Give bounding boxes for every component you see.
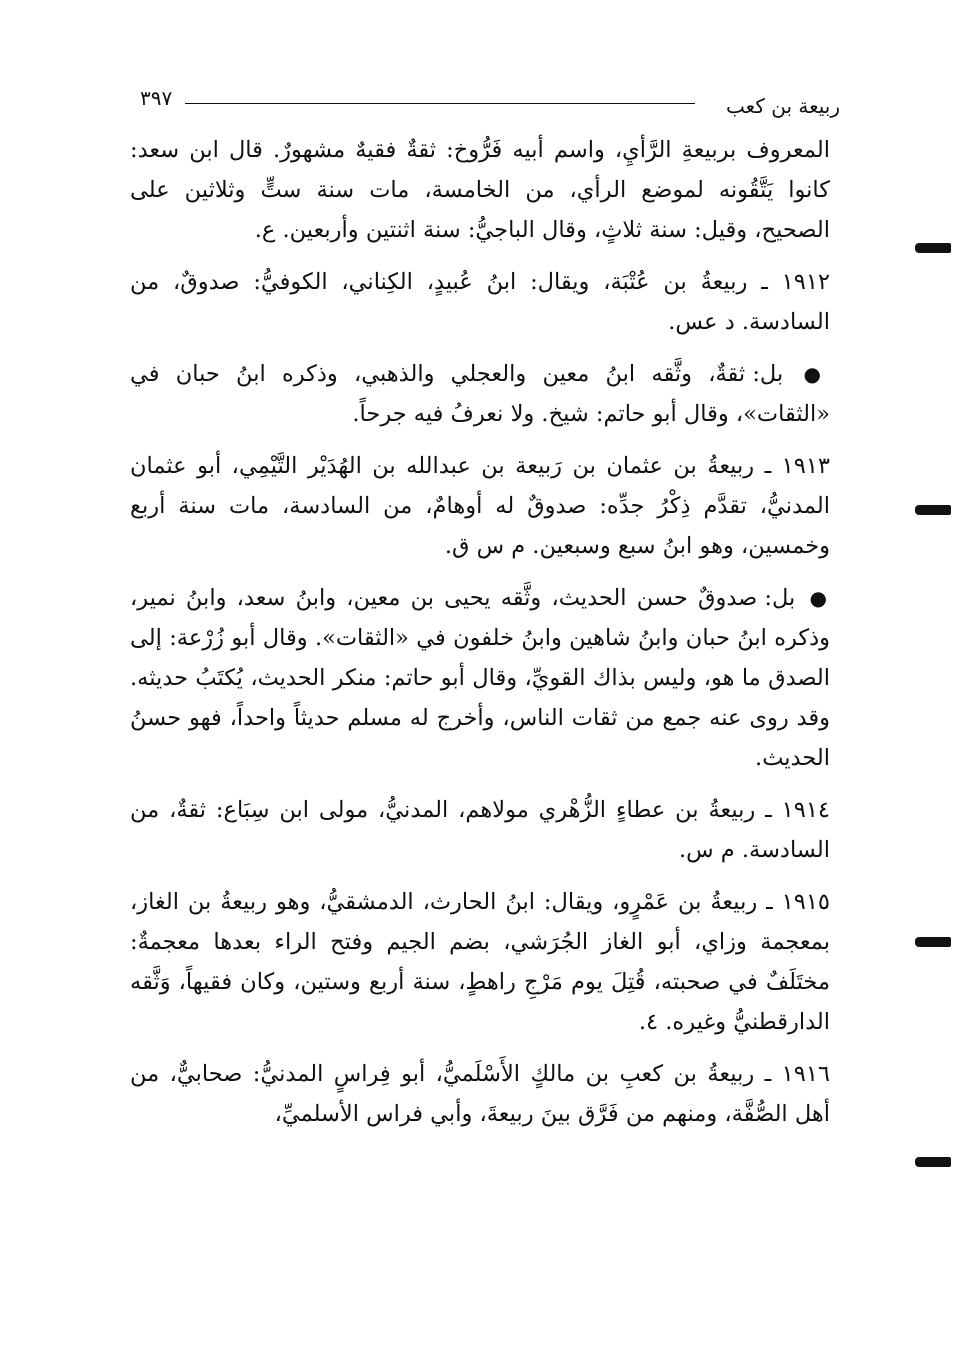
bullet-icon: ● [809,586,830,610]
margin-mark [915,243,951,253]
page-body [130,130,830,1134]
margin-mark [915,1157,951,1167]
running-header [130,80,840,120]
note-1912-text: بل: ثقةٌ، وثَّقه ابنُ معين والعجلي والذهبي، وذكره ابنُ حبان في «الثقات»، وقال أبو حاتم: شيخ. ولا نعرفُ فيه جرحاً. [130,361,830,427]
entry-1913: ١٩١٣ ـ ربيعةُ بن عثمان بن رَبيعة بن عبدالله بن الهُدَيْر التَّيْمِي، أبو عثمان المدنيُّ، تقدَّم ذِكْرُ جدِّه: صدوقٌ له أوهامٌ، من السادسة، مات سنة أربع وخمسين، وهو ابنُ سبع وسبعين. م س ق. [130,453,830,559]
entry-1912: ١٩١٢ ـ ربيعةُ بن عُتْبَة، ويقال: ابنُ عُبيدٍ، الكِناني، الكوفيُّ: صدوقٌ، من السادسة. د عس. [130,269,830,335]
entry-1916: ١٩١٦ ـ ربيعةُ بن كعبِ بن مالكٍ الأَسْلَميُّ، أبو فِراسٍ المدنيُّ: صحابيٌّ، من أهل الصُّفَّة، ومنهم من فَرَّق بينَ ربيعةَ، وأبي فراس الأسلميِّ، [130,1061,830,1127]
entry-1914: ١٩١٤ ـ ربيعةُ بن عطاءٍ الزُّهْري مولاهم، المدنيُّ، مولى ابن سِبَاع: ثقةٌ، من السادسة. م س. [130,797,830,863]
entry-1915: ١٩١٥ ـ ربيعةُ بن عَمْرٍو، ويقال: ابنُ الحارث، الدمشقيُّ، وهو ربيعةُ بن الغاز، بمعجمة وزاي، أبو الغاز الجُرَشي، بضم الجيم وفتح الراء بعدها معجمةٌ: مختَلَفٌ في صحبته، قُتِلَ يوم مَرْجِ راهطٍ، سنة أربع وستين، وكان فقيهاً، وَثَّقه الدارقطنيُّ وغيره. ٤. [130,889,830,1035]
page-number: ٣٩٧ [140,86,173,110]
header-title: ربيعة بن كعب [726,94,840,118]
note-1912 [130,354,830,434]
margin-mark [915,937,951,947]
header-rule [185,103,695,104]
paragraph-continuation: المعروف بربيعةِ الرَّأيِ، واسم أبيه فَرُّوخ: ثقةٌ فقيهٌ مشهورٌ. قال ابن سعد: كانوا يَتَّقُونه لموضع الرأي، من الخامسة، مات سنة ستٍّ وثلاثين على الصحيح، وقيل: سنة ثلاثٍ، وقال الباجيُّ: سنة اثنتين وأربعين. ع. [130,137,830,243]
note-1913-text: بل: صدوقٌ حسن الحديث، وثَّقه يحيى بن معين، وابنُ سعد، وابنُ نمير، وذكره ابنُ حبان وابنُ شاهين وابنُ خلفون في «الثقات». وقال أبو زُرْعة: إلى الصدق ما هو، وليس بذاك القويِّ، وقال أبو حاتم: منكر الحديث، يُكتَبُ حديثه. وقد روى عنه جمع من ثقات الناس، وأخرج له مسلم حديثاً واحداً، فهو حسنُ الحديث. [130,585,830,771]
note-1913 [130,578,830,778]
margin-mark [915,505,951,515]
bullet-icon: ● [803,362,831,386]
